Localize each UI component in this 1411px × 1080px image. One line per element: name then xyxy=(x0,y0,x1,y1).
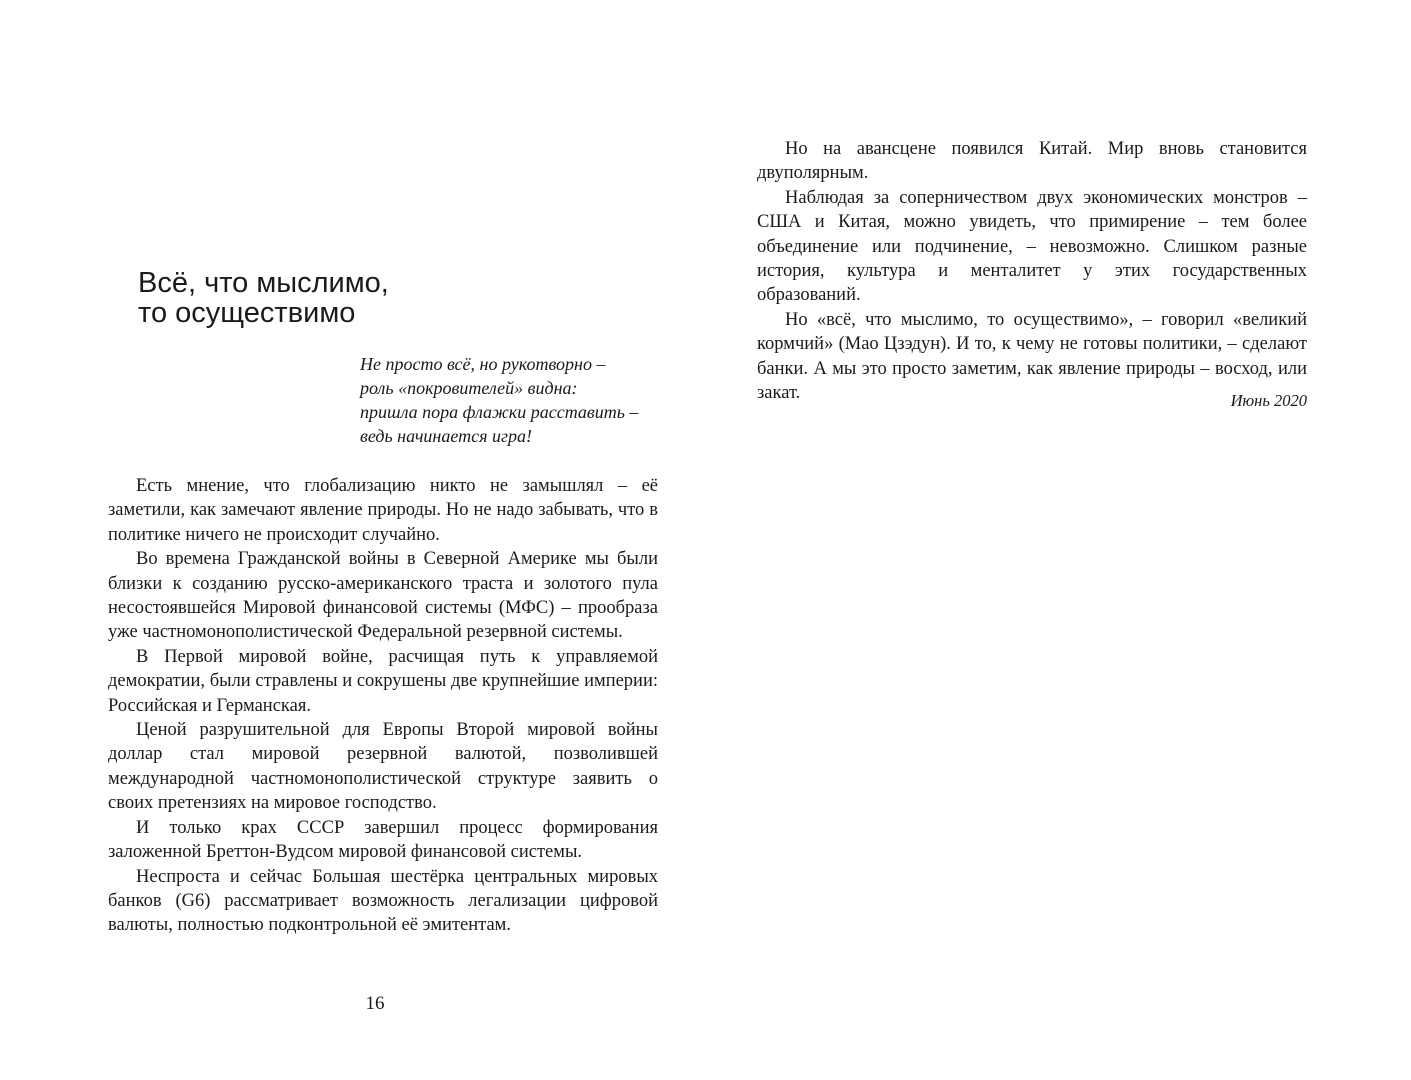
page-number: 16 xyxy=(365,993,385,1014)
right-body-text xyxy=(757,137,1307,405)
chapter-title-line-1: Всё, что мыслимо, xyxy=(138,267,389,299)
paragraph: Во времена Гражданской войны в Северной Америке мы были близки к созданию русско-американского траста и золотого пула несостоявшейся Мировой финансовой системы (МФС) – прообраза уже частномонополистической Федеральной резервной системы. xyxy=(108,549,658,643)
paragraph: И только крах СССР завершил процесс формирования заложенной Бреттон-Вудсом мировой финансовой системы. xyxy=(108,817,658,863)
epigraph xyxy=(360,352,680,448)
paragraph: Но «всё, что мыслимо, то осуществимо», – говорил «великий кормчий» (Мао Цзэдун). И то, к чему не готовы политики, – сделают банки. А мы это просто заметим, как явление природы – восход, или закат. xyxy=(757,309,1307,404)
epigraph-line: ведь начинается игра! xyxy=(360,426,532,446)
epigraph-line: роль «покровителей» видна: xyxy=(360,378,578,398)
left-body-text xyxy=(108,474,658,938)
paragraph: Неспроста и сейчас Большая шестёрка центральных мировых банков (G6) рассматривает возможность легализации цифровой валюты, полностью подконтрольной её эмитентам. xyxy=(108,866,658,936)
epigraph-line: пришла пора флажки расставить – xyxy=(360,402,639,422)
date-signature: Июнь 2020 xyxy=(1230,391,1307,410)
paragraph: Есть мнение, что глобализацию никто не замышлял – её заметили, как замечают явление природы. Но не надо забывать, что в политике ничего не происходит случайно. xyxy=(108,476,658,545)
epigraph-line: Не просто всё, но рукотворно – xyxy=(360,354,606,374)
paragraph: Ценой разрушительной для Европы Второй мировой войны доллар стал мировой резервной валютой, позволившей международной частномонополистической структуре заявить о своих претензиях на мировое господство. xyxy=(108,720,658,814)
chapter-title xyxy=(138,268,638,328)
paragraph: В Первой мировой войне, расчищая путь к управляемой демократии, были стравлены и сокрушены две крупнейшие империи: Российская и Германская. xyxy=(108,646,658,716)
paragraph: Но на авансцене появился Китай. Мир вновь становится двуполярным. xyxy=(757,139,1307,184)
paragraph: Наблюдая за соперничеством двух экономических монстров – США и Китая, можно увидеть, что примирение – тем более объединение или подчинение, – невозможно. Слишком разные история, культура и менталитет у этих государственных образований. xyxy=(757,187,1307,306)
left-page xyxy=(0,0,705,1080)
chapter-title-line-2: то осуществимо xyxy=(138,297,356,329)
